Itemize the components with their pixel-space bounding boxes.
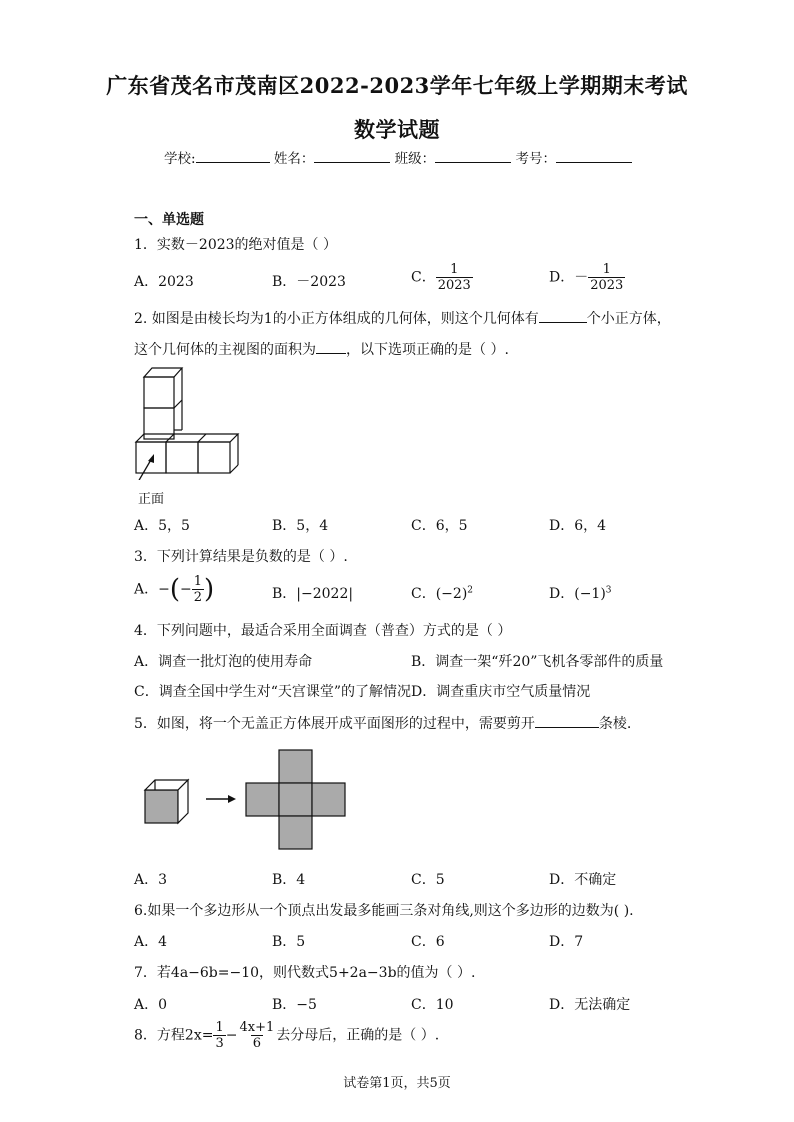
exam-title: 广东省茂名市茂南区2022-2023学年七年级上学期期末考试: [106, 73, 688, 98]
q2-blank-2[interactable]: [316, 340, 346, 354]
class-label: 班级：: [394, 151, 436, 167]
q5-option-d: D．不确定: [549, 872, 617, 888]
q3-option-d: D．$(-1)^3$: [549, 585, 612, 602]
q3-option-a: A．−(− $\frac{1}{2}$ ): [134, 574, 215, 605]
q6-option-d: D．7: [549, 934, 584, 950]
q1-stem: 1．实数－2023的绝对值是（ ）: [134, 237, 337, 253]
q1-option-c: C． $\frac{1}{2023}$: [411, 262, 471, 293]
q5-stem: 5．如图，将一个无盖正方体展开成平面图形的过程中，需要剪开 条棱.: [134, 716, 632, 732]
q4-stem: 4．下列问题中，最适合采用全面调查（普查）方式的是（ ）: [134, 623, 512, 639]
q4-option-a: A．调查一批灯泡的使用寿命: [134, 654, 313, 670]
exam-subtitle: 数学试题: [354, 117, 440, 142]
q1-option-a: A．2023: [134, 274, 194, 290]
section-heading: 一、单选题: [134, 212, 204, 228]
exam-no-blank[interactable]: [556, 149, 632, 163]
q2-cube-figure: [128, 362, 258, 480]
exam-no-label: 考号：: [515, 151, 556, 167]
q6-option-c: C．6: [411, 934, 445, 950]
page-footer: 试卷第1页，共5页: [343, 1076, 451, 1091]
q2-option-b: B．5，4: [272, 518, 329, 534]
q7-option-b: B．−5: [272, 997, 317, 1013]
q8-fraction-1: $\frac{1}{3}$: [215, 1020, 224, 1051]
q5-option-c: C．5: [411, 872, 445, 888]
q1-option-b: B．－2023: [272, 274, 346, 290]
q2-figure-label: 正面: [138, 492, 165, 507]
q8-fraction-2: $\frac{4x+1}{6}$: [239, 1020, 275, 1051]
q5-blank[interactable]: [535, 714, 599, 728]
q6-option-a: A．4: [134, 934, 168, 950]
q2-option-c: C．6，5: [411, 518, 468, 534]
q2-option-a: A．5，5: [134, 518, 190, 534]
school-label: 学校:: [164, 151, 196, 167]
q4-option-b: B．调查一架“歼20”飞机各零部件的质量: [411, 654, 664, 670]
q3-stem: 3．下列计算结果是负数的是（ ）.: [134, 549, 348, 565]
q7-stem: 7．若4a−6b=−10，则代数式5+2a−3b的值为（ ）.: [134, 965, 476, 981]
q1-d-fraction: $\frac{1}{2023}$: [590, 262, 624, 293]
q4-option-c: C．调查全国中学生对“天宫课堂”的了解情况: [134, 684, 412, 700]
student-info-line: [164, 147, 632, 167]
class-blank[interactable]: [435, 149, 511, 163]
q5-option-b: B．4: [272, 872, 306, 888]
q3-option-c: C．$(-2)^2$: [411, 585, 474, 602]
name-blank[interactable]: [314, 149, 390, 163]
q6-option-b: B．5: [272, 934, 306, 950]
q4-option-d: D．调查重庆市空气质量情况: [411, 684, 591, 700]
q2-stem-line1: 2. 如图是由棱长均为1的小正方体组成的几何体，则这个几何体有 个小正方体，: [134, 311, 671, 327]
q7-option-d: D．无法确定: [549, 997, 631, 1013]
name-label: 姓名：: [273, 151, 315, 167]
q2-stem-line2: 这个几何体的主视图的面积为 ，以下选项正确的是（ ）.: [134, 342, 509, 358]
q3-option-b: B．|−2022|: [272, 586, 354, 602]
q1-c-fraction: $\frac{1}{2023}$: [437, 262, 471, 293]
school-blank[interactable]: [196, 149, 270, 163]
q7-option-a: A．0: [134, 997, 168, 1013]
q2-blank-1[interactable]: [539, 309, 587, 323]
q1-option-d: D．－ $\frac{1}{2023}$: [549, 262, 624, 293]
q8-stem: 8．方程2x= $\frac{1}{3}$ − $\frac{4x+1}{6}$ 去分母后，正确的是（ ）.: [134, 1020, 440, 1051]
q5-unfold-figure: [140, 748, 350, 852]
q6-stem: 6.如果一个多边形从一个顶点出发最多能画三条对角线,则这个多边形的边数为( ).: [134, 903, 634, 919]
q7-option-c: C．10: [411, 997, 454, 1013]
q3-a-fraction: $\frac{1}{2}$: [193, 574, 203, 605]
q2-option-d: D．6，4: [549, 518, 607, 534]
q5-option-a: A．3: [134, 872, 168, 888]
